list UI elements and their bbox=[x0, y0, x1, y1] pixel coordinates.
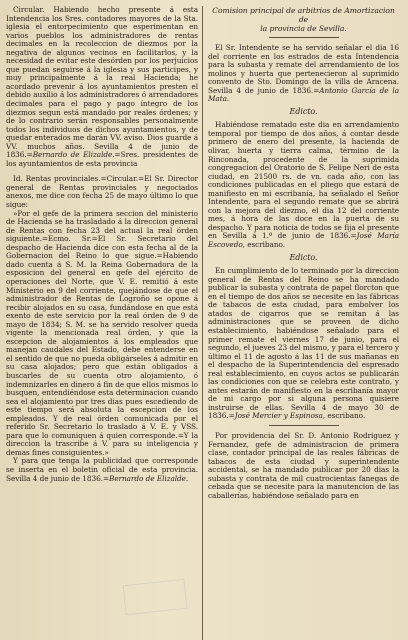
two-column-layout bbox=[6, 6, 402, 640]
subasta-molinos: El Sr. Intendente se ha servido señalar el dia 16 del corriente en los estrados de esta Intendencia para la subasta y remate del arrendamiento de los molinos y huerta que pertenecieron al suprimido convento de Sto. Domingo de la villa de Aracena. Sevilla 4 de junio de 1836.=Antonio García de la Mata. bbox=[208, 43, 399, 104]
circular-rentas-provinciales: Id. Rentas provinciales.=Circular.=El Sr. Director general de Rentas provinciales y negociados anexos, me dice con fecha 25 de mayo último lo que sigue: bbox=[6, 174, 198, 210]
real-orden-alojamientos: »Por el gefe de la primera seccion del ministerio de Hacienda se ha trasladado á la direccion general de Rentas con fecha 23 del actual la real órden siguiente.=Ecmo. Sr.=El Sr. Secretario del despacho de Hacienda dice con esta fecha al de la Gobernacion del Reino lo que sigue.=Habiendo dado cuenta á S. M. la Reina Gobernadora de la esposicion del general en gefe del ejército de operaciones del Norte, que V. E. remitió á este Ministerio en 9 del corriente, quejándose de que el administrador de Rentas de Logroño se opone á recibir alojados en su casa, fundándose en que está exento de este servicio por la real órden de 9 de mayo de 1834; S. M. se ha servido resolver queda vigente la mencionada real órden, y que la escepcion de alojamientos á los empleados que manejan caudales del Estado, debe entenderse en el sentido de que no pueda obligárseles á admitir en su casa alojados; pero que están obligados á buscarles de su cuenta otro alojamiento, ó indemnizarles en dinero á fin de que ellos mismos lo busquen, entendiéndose esta determinacion cuando sea el alojamiento por tres dias pues escediendo de este tiempo será absoluta la escepcion de los empleados. Y de real órden comunicada por el referido Sr. Secretario lo traslado á V. E. y VSS. para que lo comuniquen á quien corresponde.=Y la direccion la trascribe á V. para su inteligencia y demas fines consiguientes.» bbox=[6, 208, 198, 457]
right-column bbox=[203, 6, 399, 640]
heading-rule bbox=[269, 37, 339, 38]
signature-elizalde-2: Bernardo de Elizalde. bbox=[109, 473, 189, 483]
publication-note: Y para que tenga la publicidad que corresponde se inserta en el boletin oficial de esta provincia. Sevilla 4 de junio de 1836.=Bernardo de Elizalde. bbox=[6, 456, 198, 483]
signature-garcia: Antonio García de la Mata. bbox=[208, 85, 399, 104]
subasta-cebada: Por providencia del Sr. D. Antonio Rodriguez y Fernandez, gefe de administracion de primera clase, contador principal de las reales fábricas de tabacos de esta ciudad y superintendente accidental, se ha mandado publicar por 20 dias la subasta y contrata de mil cuatrocientas fanegas de cebada que se necesite para la manutencion de las caballerías, habiéndose señalado para en bbox=[208, 430, 399, 500]
section-rule bbox=[269, 425, 339, 426]
circular-diezmos: Circular. Habiendo hecho presente á esta Intendencia los Sres. contadores mayores de la Sta. iglesia el entorpecimiento que esperimentan en varios pueblos los administradores de rentas decimales en la recoleccion de diezmos por la negativa de algunos vecinos en facilitarlos, y la necesidad de evitar este desórden por los perjuicios que puedan seguirse á la iglesia y sus participes, y muy principalmente á la real Hacienda; he acordado prevenir á los ayuntamientos presten el debido auxilio á los administradores ó arrendadores decimales para el pago y pago íntegro de los diezmos segun está mandado por reales órdenes; y de lo contrario serán responsables personalmente todos los individuos de dichos ayuntamientos, y de quedar enterados me darán VV. aviso. Dios guarde á VV. muchos años. Sevilla 4 de junio de 1836.=Bernardo de Elizalde.=Sres. presidentes de los ayuntamientos de esta provincia bbox=[6, 6, 198, 168]
left-column bbox=[6, 6, 202, 640]
edict-title-1: Edicto. bbox=[289, 106, 318, 116]
signature-elizalde: Bernardo de Elizalde. bbox=[32, 150, 115, 160]
edicto-papel: En cumplimiento de lo terminado por la direccion general de Rentas del Reino se ha mandado publicar la subasta y contrata de papel florcton que en el tiempo de dos años se necesite en las fábricas de tabacos de esta ciudad, para embolver los atados de cigarros que se remitan á las administraciones que se proveen de dicho establecimiento, habiéndose señalado para el primer remate el viernes 17 de junio, para el segundo, el jueves 23 del mismo, y para el tercero y último el 11 de agosto á las 11 de sus mañanas en el despacho de la Superintendencia del espresado real establecimiento, en cuyos actos se publicarán las condiciones con que se celebra este contrato, y antes estarán de manifiesto en la escribanía mayor de mi cargo por si alguna persona quisiere instruirse de ellas. Sevilla 4 de mayo 30 de 1836.=José Mercier y Espinosa, escribano. bbox=[208, 266, 399, 421]
edict-title-2: Edicto. bbox=[289, 252, 318, 262]
section-heading: Comision principal de arbitrios de Amortizacion de la provincia de Sevilla. bbox=[212, 6, 395, 33]
recipients: Sres. presidentes de los ayuntamientos de esta provincia bbox=[6, 150, 198, 168]
signature-mercier: José Mercier y Espinosa bbox=[234, 411, 323, 421]
signature-escovedo: José María Escovedo bbox=[208, 231, 399, 250]
edicto-arrendamiento: Habiéndose rematado este dia en arrendamiento temporal por tiempo de dos años, á contar desde primero de enero del presente, la hacienda de olivar, huerta y tierra calma, término de la Rinconada, procedente de la suprimida congregacion del Oratorio de S. Felipe Neri de esta ciudad, en 21500 rs. de vn. cada año, con las condiciones publicadas en el pliego que estará de manifiesto en mi escribanía, ha señalado el Señor Intendente, para el segundo remate que se abrirá con la mejora del diezmo, el dia 12 del corriente mes, á hora de las doce en la puerta de su despacho. Y para noticia de todos se fija el presente en Sevilla á 1.º de junio de 1836.=José María Escovedo, escribano. bbox=[208, 120, 399, 250]
